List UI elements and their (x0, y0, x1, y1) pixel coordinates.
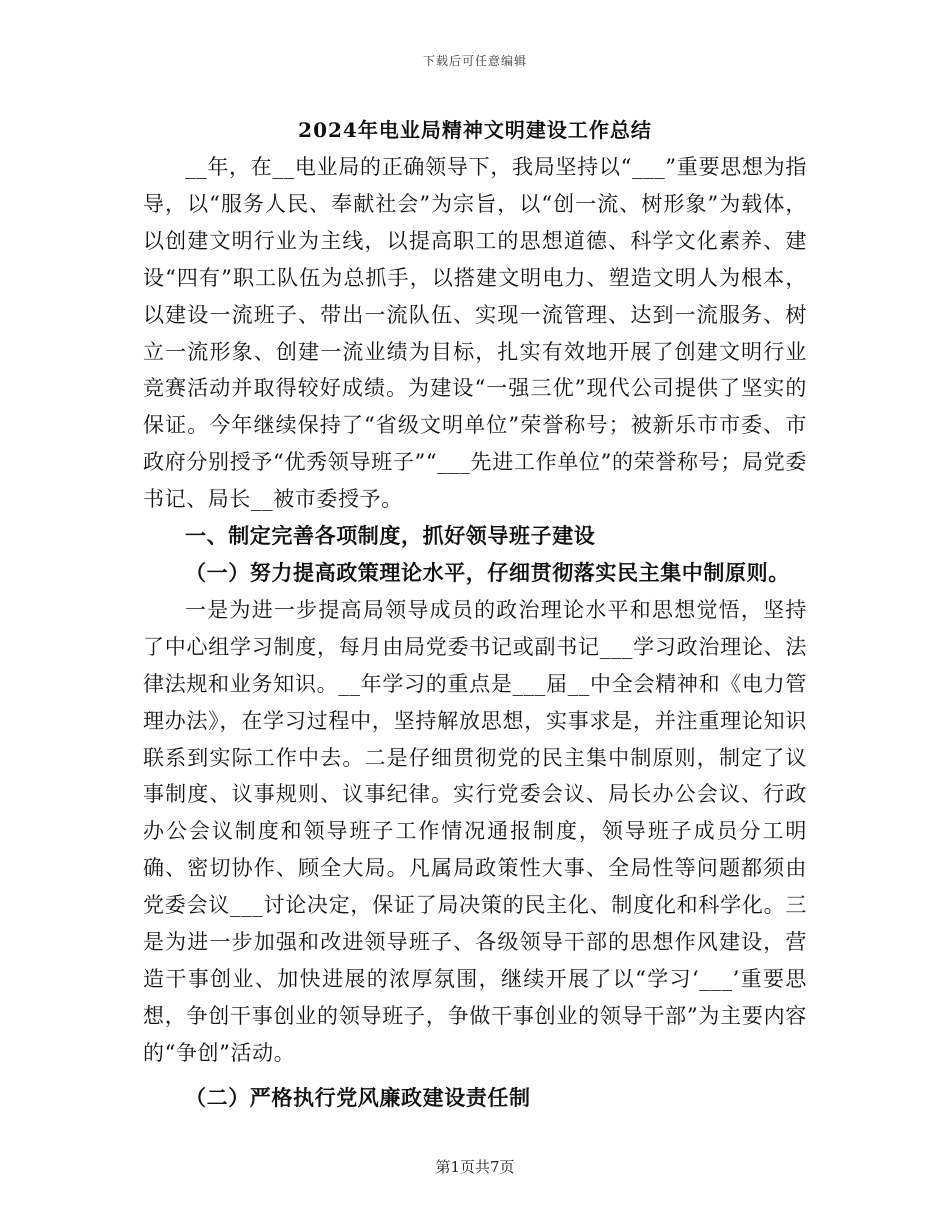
intro-paragraph: __年，在__电业局的正确领导下，我局坚持以“___”重要思想为指导，以“服务人民、奉献社会”为宗旨，以“创一流、树形象”为载体，以创建文明行业为主线，以提高职工的思想道德、科学文化素养、建设“四有”职工队伍为总抓手，以搭建文明电力、塑造文明人为根本，以建设一流班子、带出一流队伍、实现一流管理、达到一流服务、树立一流形象、创建一流业绩为目标，扎实有效地开展了创建文明行业竞赛活动并取得较好成绩。为建设“一强三优”现代公司提供了坚实的保证。今年继续保持了“省级文明单位”荣誉称号；被新乐市市委、市政府分别授予“优秀领导班子”“___先进工作单位”的荣誉称号；局党委书记、局长__被市委授予。 (143, 155, 807, 512)
header-note: 下载后可任意编辑 (422, 54, 527, 68)
page-number: 第1页共7页 (435, 1158, 515, 1176)
document-body (143, 149, 807, 1117)
subsection-1-paragraph: 一是为进一步提高局领导成员的政治理论水平和思想觉悟，坚持了中心组学习制度，每月由局党委书记或副书记___学习政治理论、法律法规和业务知识。__年学习的重点是___届__中全会精神和《电力管理办法》，在学习过程中，坚持解放思想，实事求是，并注重理论知识联系到实际工作中去。二是仔细贯彻党的民主集中制原则，制定了议事制度、议事规则、议事纪律。实行党委会议、局长办公会议、行政办公会议制度和领导班子工作情况通报制度，领导班子成员分工明确、密切协作、顾全大局。凡属局政策性大事、全局性等问题都须由党委会议___讨论决定，保证了局决策的民主化、制度化和科学化。三是为进一步加强和改进领导班子、各级领导干部的思想作风建设，营造干事创业、加快进展的浓厚氛围，继续开展了以“学习‘___’重要思想，争创干事创业的领导班子，争做干事创业的领导干部”为主要内容的“争创”活动。 (143, 597, 807, 1065)
document-title: 2024年电业局精神文明建设工作总结 (298, 118, 652, 142)
subsection-heading-2: （二）严格执行党风廉政建设责任制 (185, 1084, 531, 1110)
subsection-heading-1: （一）努力提高政策理论水平，仔细贯彻落实民主集中制原则。 (185, 559, 790, 585)
section-heading-1: 一、制定完善各项制度，抓好领导班子建设 (185, 523, 596, 549)
